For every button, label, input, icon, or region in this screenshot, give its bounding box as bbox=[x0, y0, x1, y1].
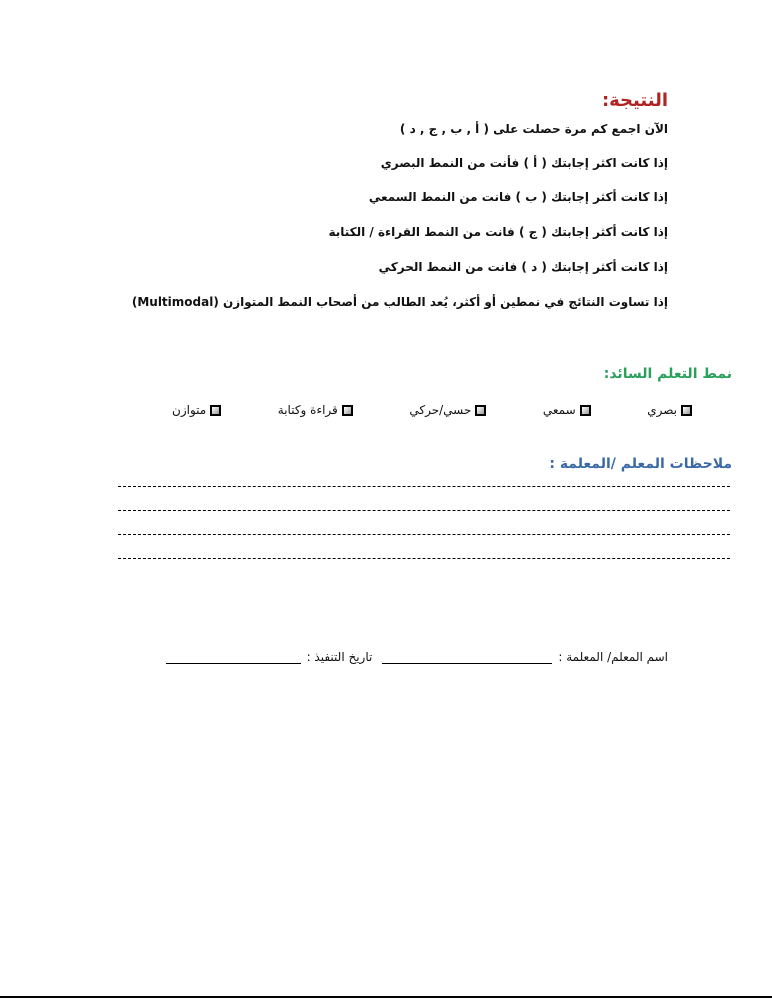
checkbox-icon[interactable] bbox=[681, 405, 692, 416]
checkbox-icon[interactable] bbox=[210, 405, 221, 416]
option-label: قراءة وكتابة bbox=[277, 403, 338, 417]
result-title: النتيجة: bbox=[601, 90, 668, 111]
teacher-name-field[interactable] bbox=[382, 651, 552, 664]
date-label: تاريخ التنفيذ : bbox=[306, 650, 373, 664]
result-line: الآن اجمع كم مرة حصلت على ( أ , ب , ج , د ) bbox=[399, 122, 668, 136]
learning-style-options bbox=[172, 400, 692, 420]
option-label: حسي/حركي bbox=[409, 403, 472, 417]
option-label: بصري bbox=[647, 403, 677, 417]
result-line: إذا كانت اكثر إجابتك ( أ ) فأنت من النمط البصري bbox=[380, 156, 668, 170]
result-line-multimodal: إذا تساوت النتائج في نمطين أو أكثر، يُعد الطالب من أصحاب النمط المتوازن (Multimodal) bbox=[131, 295, 668, 309]
option-read-write[interactable] bbox=[278, 403, 353, 417]
option-visual[interactable] bbox=[647, 403, 692, 417]
checkbox-icon[interactable] bbox=[342, 405, 353, 416]
result-line: إذا كانت أكثر إجابتك ( د ) فانت من النمط الحركي bbox=[378, 260, 668, 274]
option-multimodal[interactable] bbox=[172, 403, 221, 417]
option-auditory[interactable] bbox=[543, 403, 591, 417]
notes-line[interactable] bbox=[118, 510, 730, 511]
page-bottom-border bbox=[0, 996, 772, 998]
learning-style-title: نمط التعلم السائد: bbox=[603, 366, 732, 382]
result-line: إذا كانت أكثر إجابتك ( ب ) فانت من النمط السمعي bbox=[368, 190, 668, 204]
option-label: متوازن bbox=[172, 403, 207, 417]
option-kinesthetic[interactable] bbox=[409, 403, 486, 417]
notes-line[interactable] bbox=[118, 486, 730, 487]
option-label: سمعي bbox=[542, 403, 576, 417]
teacher-name-label: اسم المعلم/ المعلمة : bbox=[558, 650, 668, 664]
signature-row bbox=[148, 650, 668, 664]
notes-line[interactable] bbox=[118, 534, 730, 535]
checkbox-icon[interactable] bbox=[475, 405, 486, 416]
result-line: إذا كانت أكثر إجابتك ( ج ) فانت من النمط القراءة / الكتابة bbox=[328, 225, 668, 239]
teacher-notes-title: ملاحظات المعلم /المعلمة : bbox=[549, 456, 732, 472]
notes-line[interactable] bbox=[118, 558, 730, 559]
checkbox-icon[interactable] bbox=[580, 405, 591, 416]
date-field[interactable] bbox=[166, 651, 301, 664]
